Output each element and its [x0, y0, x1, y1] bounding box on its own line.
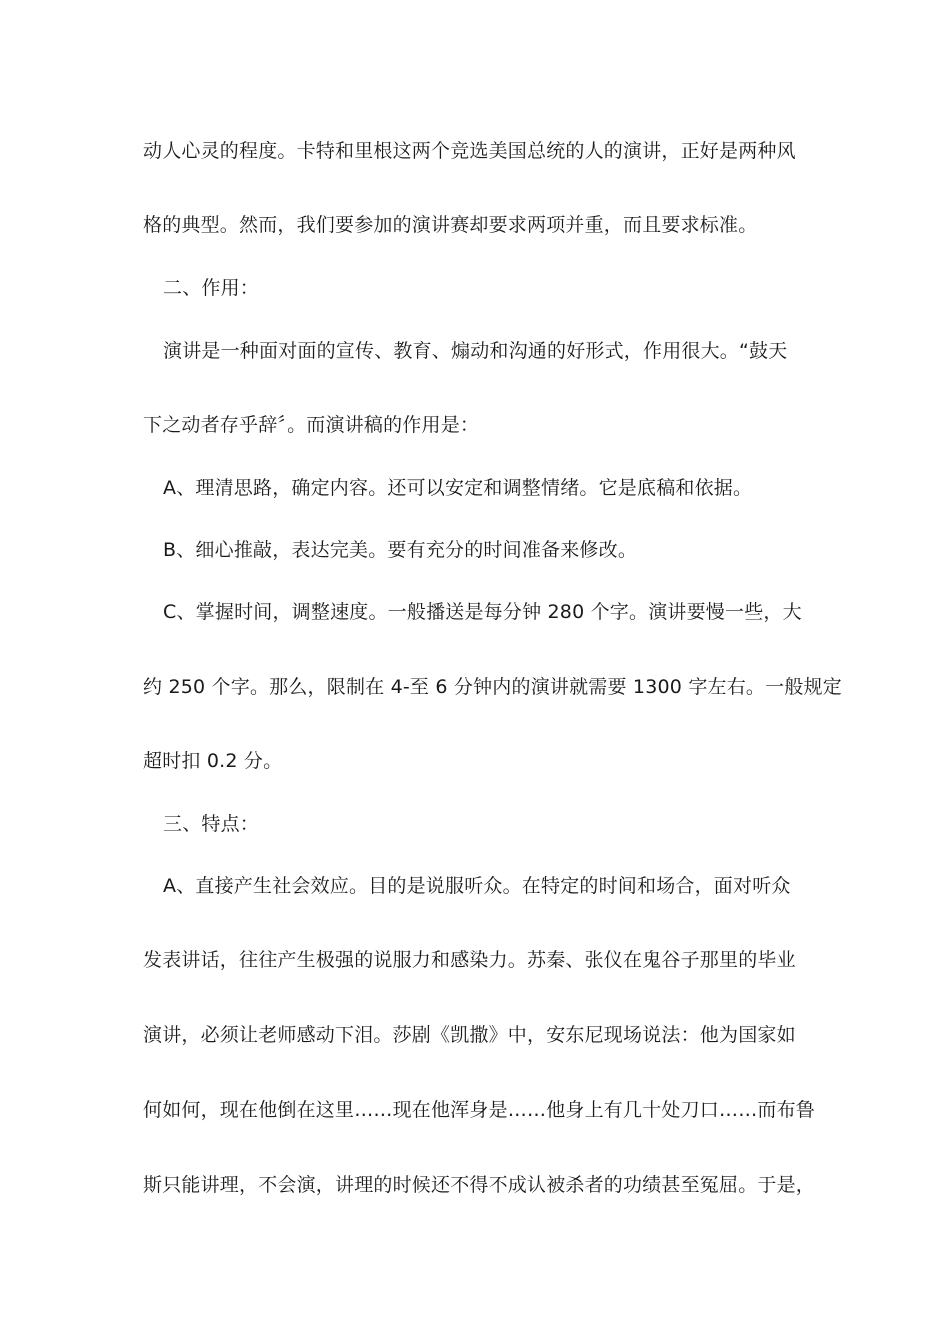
- body-text-line: 动人心灵的程度。卡特和里根这两个竞选美国总统的人的演讲，正好是两种风: [143, 140, 796, 162]
- list-item: A、直接产生社会效应。目的是说服听众。在特定的时间和场合，面对听众: [163, 875, 791, 897]
- body-text-line: 格的典型。然而，我们要参加的演讲赛却要求两项并重，而且要求标准。: [143, 214, 758, 236]
- body-text-line: 超时扣 0.2 分。: [143, 750, 283, 772]
- body-text-line: 斯只能讲理，不会演，讲理的时候还不得不成认被杀者的功绩甚至冤屈。于是，: [143, 1174, 816, 1196]
- section-heading: 三、特点：: [163, 813, 260, 835]
- body-text-line: 演讲，必须让老师感动下泪。莎剧《凯撒》中，安东尼现场说法：他为国家如: [143, 1024, 796, 1046]
- body-text-line: 演讲是一种面对面的宣传、教育、煽动和沟通的好形式，作用很大。“鼓天: [163, 340, 788, 362]
- list-item: C、掌握时间，调整速度。一般播送是每分钟 280 个字。演讲要慢一些，大: [163, 601, 802, 623]
- body-text-line: 何如何，现在他倒在这里……现在他浑身是……他身上有几十处刀口……而布鲁: [143, 1099, 816, 1121]
- body-text-line: 约 250 个字。那么，限制在 4-至 6 分钟内的演讲就需要 1300 字左右。一般规定: [143, 676, 842, 698]
- section-heading: 二、作用：: [163, 277, 260, 299]
- body-text-line: 下之动者存乎辞〞。而演讲稿的作用是：: [143, 414, 480, 436]
- body-text-line: 发表讲话，往往产生极强的说服力和感染力。苏秦、张仪在鬼谷子那里的毕业: [143, 949, 796, 971]
- list-item: B、细心推敲，表达完美。要有充分的时间准备来修改。: [163, 539, 638, 561]
- list-item: A、理清思路，确定内容。还可以安定和调整情绪。它是底稿和依据。: [163, 477, 753, 499]
